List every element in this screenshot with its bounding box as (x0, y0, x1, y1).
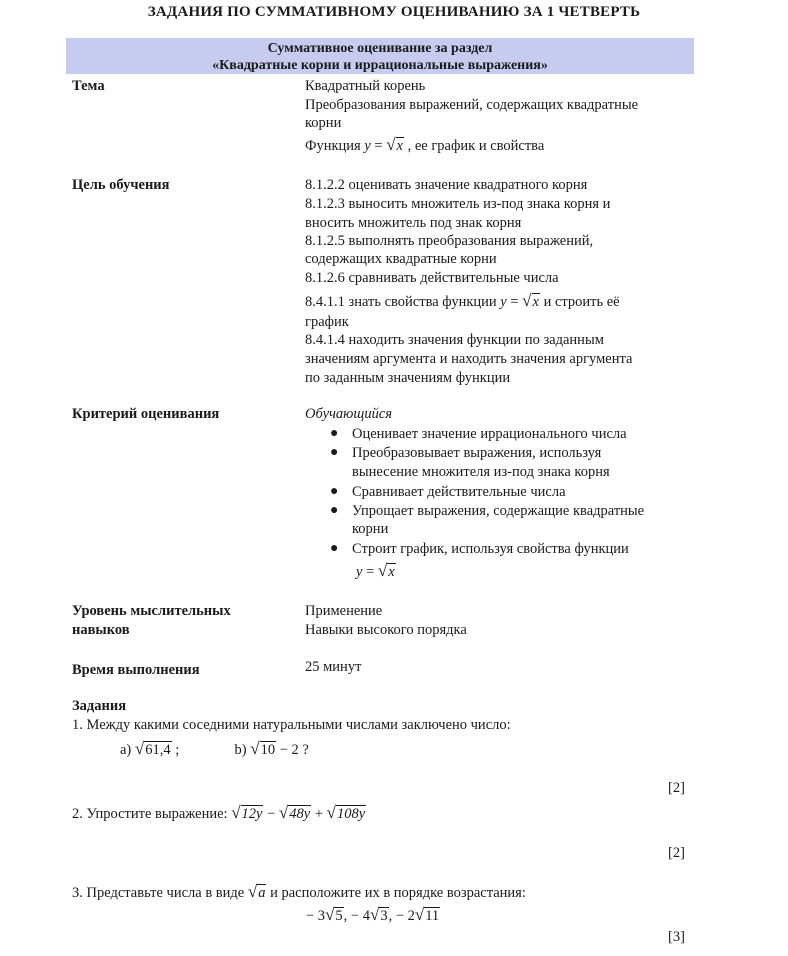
task-1-score: [2] (668, 780, 685, 796)
task-3-n3-radicand: 11 (425, 908, 440, 924)
math-x: x (532, 294, 539, 310)
goal-line: по заданным значениям функции (305, 370, 511, 386)
task-3-radicand: a (258, 885, 266, 901)
criteria-subject: Обучающийся (305, 406, 393, 422)
task-2-radicand-2: 48y (289, 806, 311, 822)
criteria-label: Критерий оценивания (72, 406, 220, 422)
minus: − (263, 806, 279, 822)
comma: , (388, 908, 396, 924)
math-x: x (396, 138, 403, 154)
task-3-n2-radicand: 3 (380, 908, 388, 924)
task-1b-tail: − 2 ? (279, 742, 309, 758)
semicolon: ; (175, 742, 180, 758)
section-banner (66, 38, 694, 74)
goal-func-prefix: 8.4.1.1 знать свойства функции (305, 294, 497, 310)
time-value: 25 минут (305, 659, 362, 675)
sqrt-sign: √ (247, 882, 258, 901)
task-1-options (120, 739, 309, 760)
sqrt-sign: √ (326, 803, 336, 822)
task-1b-radicand: 10 (260, 742, 276, 758)
task-1a-radicand: 61,4 (145, 742, 171, 758)
task-3-n3-coef: − 2 (395, 908, 415, 924)
goal-line: вносить множитель под знак корня (305, 215, 522, 231)
goal-line: 8.1.2.5 выполнять преобразования выражений, (305, 233, 594, 249)
banner-line-1: Суммативное оценивание за раздел (267, 41, 493, 56)
goal-line: 8.4.1.4 находить значения функции по заданным (305, 332, 604, 348)
criteria-item: Преобразовывает выражения, используя (352, 445, 602, 461)
math-y: y (356, 564, 363, 580)
skills-label-2: навыков (72, 622, 130, 638)
bullet: ● (330, 541, 339, 556)
task-3-score: [3] (668, 929, 685, 945)
math-x: x (388, 564, 395, 580)
goal-line: 8.1.2.3 выносить множитель из-под знака корня и (305, 196, 611, 212)
task-1a-label: а) (120, 742, 132, 758)
tema-func-suffix: , ее график и свойства (407, 138, 545, 154)
goal-line: содержащих квадратные корни (305, 251, 497, 267)
sqrt-sign: √ (377, 561, 388, 580)
sqrt-sign: √ (134, 739, 145, 758)
sqrt-sign: √ (522, 291, 532, 310)
task-1-text: 1. Между какими соседними натуральными числами заключено число: (72, 717, 511, 733)
task-1b-label: b) (234, 742, 247, 758)
math-eq: = (362, 564, 378, 580)
tema-func-prefix: Функция (305, 138, 361, 154)
sqrt-sign: √ (386, 135, 396, 154)
math-eq: = (506, 294, 523, 310)
task-2-text: 2. Упростите выражение: (72, 806, 228, 822)
comma: , (343, 908, 351, 924)
sqrt-sign: √ (250, 739, 260, 758)
tema-line-1: Квадратный корень (305, 78, 426, 94)
banner-line-2: «Квадратные корни и иррациональные выражения» (212, 58, 548, 73)
tasks-header: Задания (72, 698, 127, 714)
tema-line-3: корни (305, 115, 342, 131)
tema-label: Тема (72, 78, 105, 94)
plus: + (311, 806, 327, 822)
sqrt-sign: √ (369, 905, 380, 924)
math-y: y (500, 294, 507, 310)
skills-value-2: Навыки высокого порядка (305, 622, 467, 638)
bullet: ● (330, 503, 339, 518)
criteria-item: Упрощает выражения, содержащие квадратные (352, 503, 645, 519)
criteria-item: корни (352, 521, 389, 537)
task-3-n1-coef: − 3 (306, 908, 326, 924)
task-3-n2-coef: − 4 (350, 908, 370, 924)
goal-line: значениям аргумента и находить значения аргумента (305, 351, 633, 367)
bullet: ● (330, 426, 339, 441)
task-3-text-b: и расположите их в порядке возрастания: (270, 885, 526, 901)
criteria-item: Оценивает значение иррационального числа (352, 426, 627, 442)
criteria-function (356, 561, 396, 582)
goal-line: 8.1.2.2 оценивать значение квадратного корня (305, 177, 588, 193)
bullet: ● (330, 484, 339, 499)
task-2-line (72, 803, 366, 824)
task-3-numbers (306, 905, 440, 926)
bullet: ● (330, 445, 339, 460)
criteria-item: вынесение множителя из-под знака корня (352, 464, 610, 480)
sqrt-sign: √ (231, 803, 241, 822)
math-eq: = (370, 138, 387, 154)
task-2-radicand-1: 12y (241, 806, 263, 822)
sqrt-sign: √ (325, 905, 335, 924)
goal-line: 8.1.2.6 сравнивать действительные числа (305, 270, 559, 286)
sqrt-sign: √ (414, 905, 425, 924)
goal-line: график (305, 314, 349, 330)
skills-value-1: Применение (305, 603, 383, 619)
time-label: Время выполнения (72, 662, 200, 678)
goals-label: Цель обучения (72, 177, 170, 193)
math-y: y (364, 138, 371, 154)
document-title: ЗАДАНИЯ ПО СУММАТИВНОМУ ОЦЕНИВАНИЮ ЗА 1 ЧЕТВЕРТЬ (147, 4, 641, 20)
goal-function-line (305, 291, 620, 312)
tema-line-2: Преобразования выражений, содержащих квадратные (305, 97, 639, 113)
skills-label-1: Уровень мыслительных (72, 603, 231, 619)
task-3-line (72, 882, 526, 903)
tema-function-line (305, 135, 544, 156)
sqrt-sign: √ (278, 803, 289, 822)
task-2-radicand-3: 108y (336, 806, 366, 822)
task-3-n1-radicand: 5 (335, 908, 343, 924)
task-3-text-a: 3. Представьте числа в виде (72, 885, 245, 901)
criteria-item: Сравнивает действительные числа (352, 484, 566, 500)
task-2-score: [2] (668, 845, 685, 861)
criteria-item: Строит график, используя свойства функции (352, 541, 629, 557)
goal-func-suffix: и строить её (543, 294, 620, 310)
